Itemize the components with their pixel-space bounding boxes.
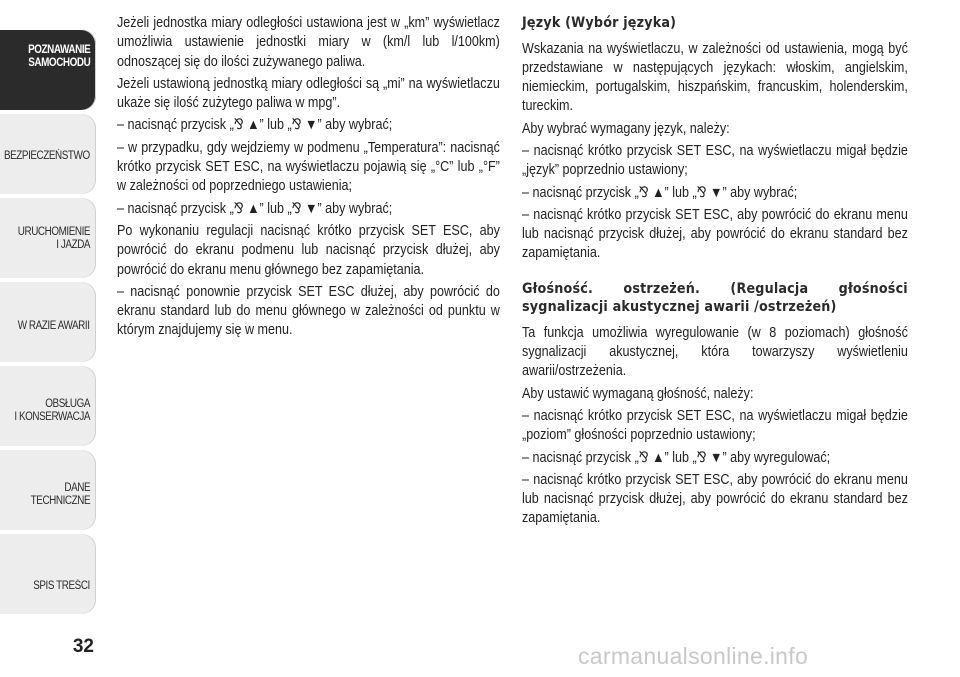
paragraph: Wskazania na wyświetlaczu, w zależności od ustawienia, mogą być przedstawiane w następujących językach: włoskim, angielskim, niemieckim, portugalskim, hiszpańskim, francuskim, holenderskim, tureckim. (522, 40, 908, 115)
tab-label: POZNAWANIE SAMOCHODU (27, 44, 90, 69)
tab-obsluga-i-konserwacja[interactable] (0, 366, 96, 446)
paragraph: – nacisnąć przycisk „⅋ ▲” lub „⅋ ▼” aby wyregulować; (522, 449, 831, 466)
chapter-sidebar (0, 30, 100, 630)
tab-w-razie-awarii[interactable] (0, 282, 96, 362)
section-heading-language: Język (Wybór języka) (522, 15, 677, 31)
paragraph: – nacisnąć krótko przycisk SET ESC, na wyświetlaczu migał będzie „poziom” głośności poprzednio ustawiony; (522, 407, 908, 444)
tab-label: URUCHOMIENIE I JAZDA (17, 226, 90, 251)
paragraph: Jeżeli ustawioną jednostką miary odległości są „mi” na wyświetlaczu ukaże się ilość zużytego paliwa w mpg”. (117, 75, 500, 112)
paragraph: – nacisnąć krótko przycisk SET ESC, na wyświetlaczu migał będzie „język” poprzednio ustawiony; (522, 142, 908, 179)
watermark: carmanualsonline.info (578, 643, 809, 669)
tab-poznawanie-samochodu[interactable] (0, 30, 96, 110)
tab-label: DANE TECHNICZNE (30, 482, 90, 507)
tab-label: SPIS TREŚCI (33, 580, 90, 592)
tab-bezpieczenstwo[interactable] (0, 114, 96, 194)
paragraph: – nacisnąć krótko przycisk SET ESC, aby powrócić do ekranu menu lub nacisnąć przycisk dłużej, aby powrócić do ekranu standard bez zapamiętania. (522, 206, 908, 262)
paragraph: Jeżeli jednostka miary odległości ustawiona jest w „km” wyświetlacz umożliwia ustawienie jednostki miary w (km/l lub l/100km) odnoszącej się do ilości zużywanego paliwa. (117, 15, 500, 70)
tab-label: W RAZIE AWARII (18, 320, 90, 332)
paragraph: Aby ustawić wymaganą głośność, należy: (522, 385, 754, 402)
tab-label: BEZPIECZEŃSTWO (4, 150, 90, 162)
paragraph: – nacisnąć przycisk „⅋ ▲” lub „⅋ ▼” aby wybrać; (117, 117, 393, 134)
tab-uruchomienie-i-jazda[interactable] (0, 198, 96, 278)
paragraph: Aby wybrać wymagany język, należy: (522, 120, 730, 137)
tab-spis-tresci[interactable] (0, 534, 96, 614)
paragraph: – nacisnąć ponownie przycisk SET ESC dłużej, aby powrócić do ekranu standard lub do menu głównego w zależności od punktu w którym znajdujemy się w menu. (117, 283, 500, 339)
paragraph: – nacisnąć przycisk „⅋ ▲” lub „⅋ ▼” aby wybrać; (117, 200, 393, 217)
page-number: 32 (72, 636, 94, 657)
paragraph: – nacisnąć krótko przycisk SET ESC, aby powrócić do ekranu menu lub nacisnąć przycisk dłużej, aby powrócić do ekranu standard bez zapamiętania. (522, 471, 908, 527)
paragraph: – w przypadku, gdy wejdziemy w podmenu „Temperatura”: nacisnąć krótko przycisk SET ESC, na wyświetlaczu pojawią się „°C” lub „°F” w zależności od poprzedniego ustawienia; (117, 139, 500, 195)
tab-dane-techniczne[interactable] (0, 450, 96, 530)
paragraph: Ta funkcja umożliwia wyregulowanie (w 8 poziomach) głośność sygnalizacji akustycznej, która towarzyszy wyświetleniu awarii/ostrzeżenia. (522, 324, 908, 380)
section-heading-volume: Głośność. ostrzeżeń. (Regulacja głośności sygnalizacji akustycznej awarii /ostrzeżeń) (522, 280, 908, 316)
text-column-left (117, 14, 500, 344)
paragraph: Po wykonaniu regulacji nacisnąć krótko przycisk SET ESC, aby powrócić do ekranu podmenu lub nacisnąć przycisk dłużej, aby powrócić do ekranu menu głównego bez zapamiętania. (117, 222, 500, 278)
paragraph: – nacisnąć przycisk „⅋ ▲” lub „⅋ ▼” aby wybrać; (522, 184, 798, 201)
tab-label: OBSŁUGA I KONSERWACJA (14, 398, 91, 423)
text-column-right (522, 14, 908, 532)
